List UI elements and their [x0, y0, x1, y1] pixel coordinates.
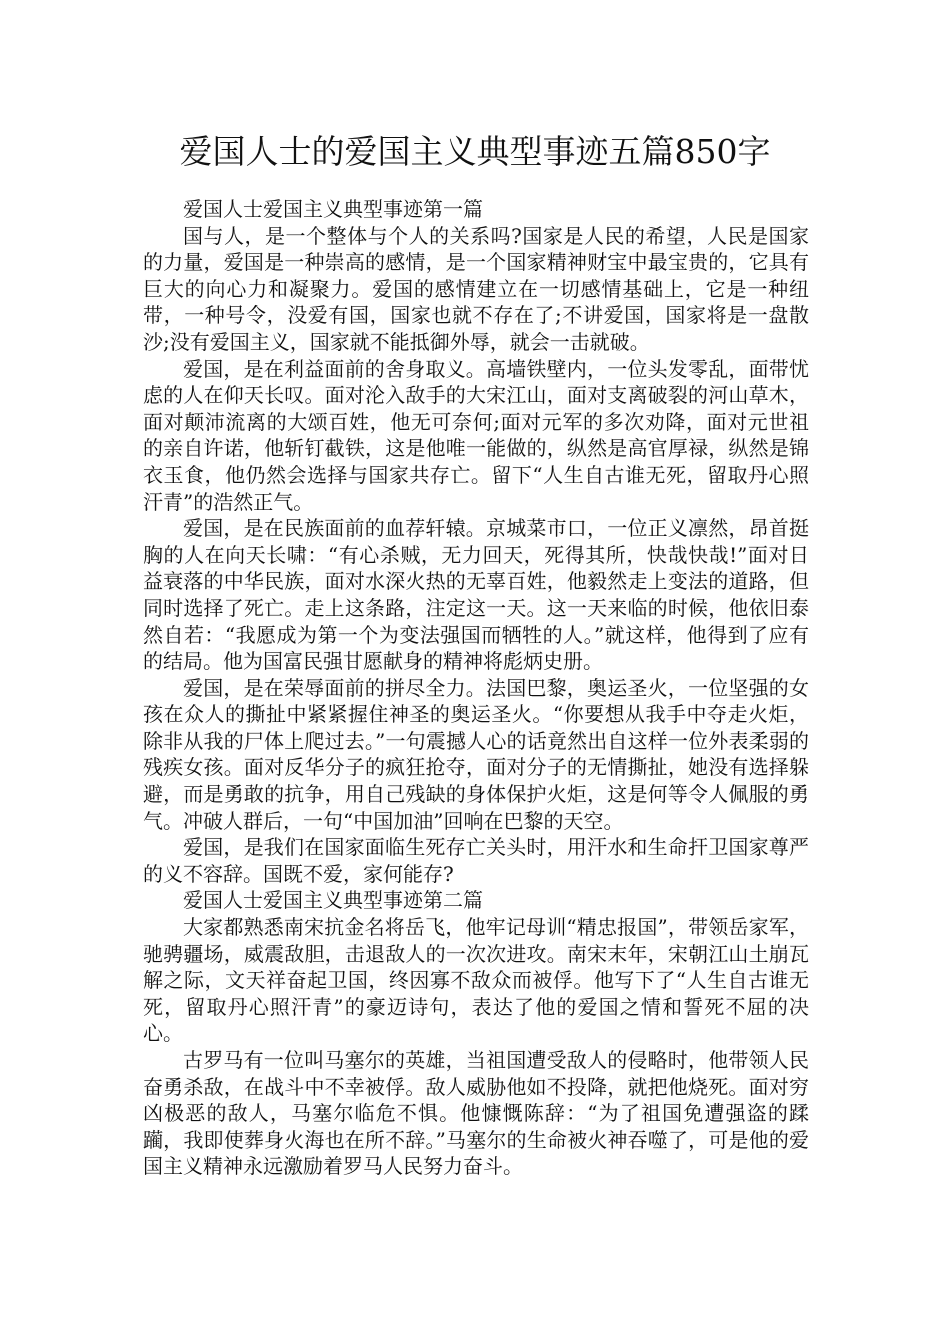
- paragraph: 古罗马有一位叫马塞尔的英雄，当祖国遭受敌人的侵略时，他带领人民奋勇杀敌，在战斗中不幸被俘。敌人威胁他如不投降，就把他烧死。面对穷凶极恶的敌人，马塞尔临危不惧。他慷慨陈辞：“为了祖国免遭强盗的蹂躏，我即使葬身火海也在所不辞。”马塞尔的生命被火神吞噬了，可是他的爱国主义精神永远激励着罗马人民努力奋斗。: [143, 1048, 809, 1179]
- document-body: [143, 196, 809, 1180]
- document-title: 爱国人士的爱国主义典型事迹五篇850字: [179, 132, 771, 171]
- section-heading: 爱国人士爱国主义典型事迹第二篇: [183, 888, 483, 913]
- section-heading: 爱国人士爱国主义典型事迹第一篇: [183, 197, 483, 221]
- paragraph: 爱国，是在荣辱面前的拼尽全力。法国巴黎，奥运圣火，一位坚强的女孩在众人的撕扯中紧紧握住神圣的奥运圣火。“你要想从我手中夺走火炬，除非从我的尸体上爬过去。”一句震撼人心的话竟然出自这样一位外表柔弱的残疾女孩。面对反华分子的疯狂抢夺，面对分子的无情撕扯，她没有选择躲避，而是勇敢的抗争，用自己残缺的身体保护火炬，这是何等令人佩服的勇气。冲破人群后，一句“中国加油”回响在巴黎的天空。: [143, 675, 809, 833]
- paragraph: 爱国，是我们在国家面临生死存亡关头时，用汗水和生命扞卫国家尊严的义不容辞。国既不爱，家何能存?: [143, 835, 809, 886]
- paragraph: 爱国，是在利益面前的舍身取义。高墙铁壁内，一位头发零乱，面带忧虑的人在仰天长叹。面对沦入敌手的大宋江山，面对支离破裂的河山草木，面对颠沛流离的大颂百姓，他无可奈何;面对元军的多次劝降，面对元世祖的亲自许诺，他斩钉截铁，这是他唯一能做的，纵然是高官厚禄，纵然是锦衣玉食，他仍然会选择与国家共存亡。留下“人生自古谁无死，留取丹心照汗青”的浩然正气。: [143, 356, 809, 514]
- paragraph: 国与人，是一个整体与个人的关系吗?国家是人民的希望，人民是国家的力量，爱国是一种崇高的感情，是一个国家精神财宝中最宝贵的，它具有巨大的向心力和凝聚力。爱国的感情建立在一切感情基础上，它是一种纽带，一种号令，没爱有国，国家也就不存在了;不讲爱国，国家将是一盘散沙;没有爱国主义，国家就不能抵御外辱，就会一击就破。: [143, 223, 809, 354]
- paragraph: 爱国，是在民族面前的血荐轩辕。京城菜市口，一位正义凛然，昂首挺胸的人在向天长啸：“有心杀贼，无力回天，死得其所，快哉快哉!”面对日益衰落的中华民族，面对水深火热的无辜百姓，他毅然走上变法的道路，但同时选择了死亡。走上这条路，注定这一天。这一天来临的时候，他依旧泰然自若：“我愿成为第一个为变法强国而牺牲的人。”就这样，他得到了应有的结局。他为国富民强甘愿献身的精神将彪炳史册。: [143, 516, 809, 674]
- paragraph: 大家都熟悉南宋抗金名将岳飞，他牢记母训“精忠报国”，带领岳家军，驰骋疆场，威震敌胆，击退敌人的一次次进攻。南宋末年，宋朝江山土崩瓦解之际，文天祥奋起卫国，终因寡不敌众而被俘。他写下了“人生自古谁无死，留取丹心照汗青”的豪迈诗句，表达了他的爱国之情和誓死不屈的决心。: [143, 915, 809, 1046]
